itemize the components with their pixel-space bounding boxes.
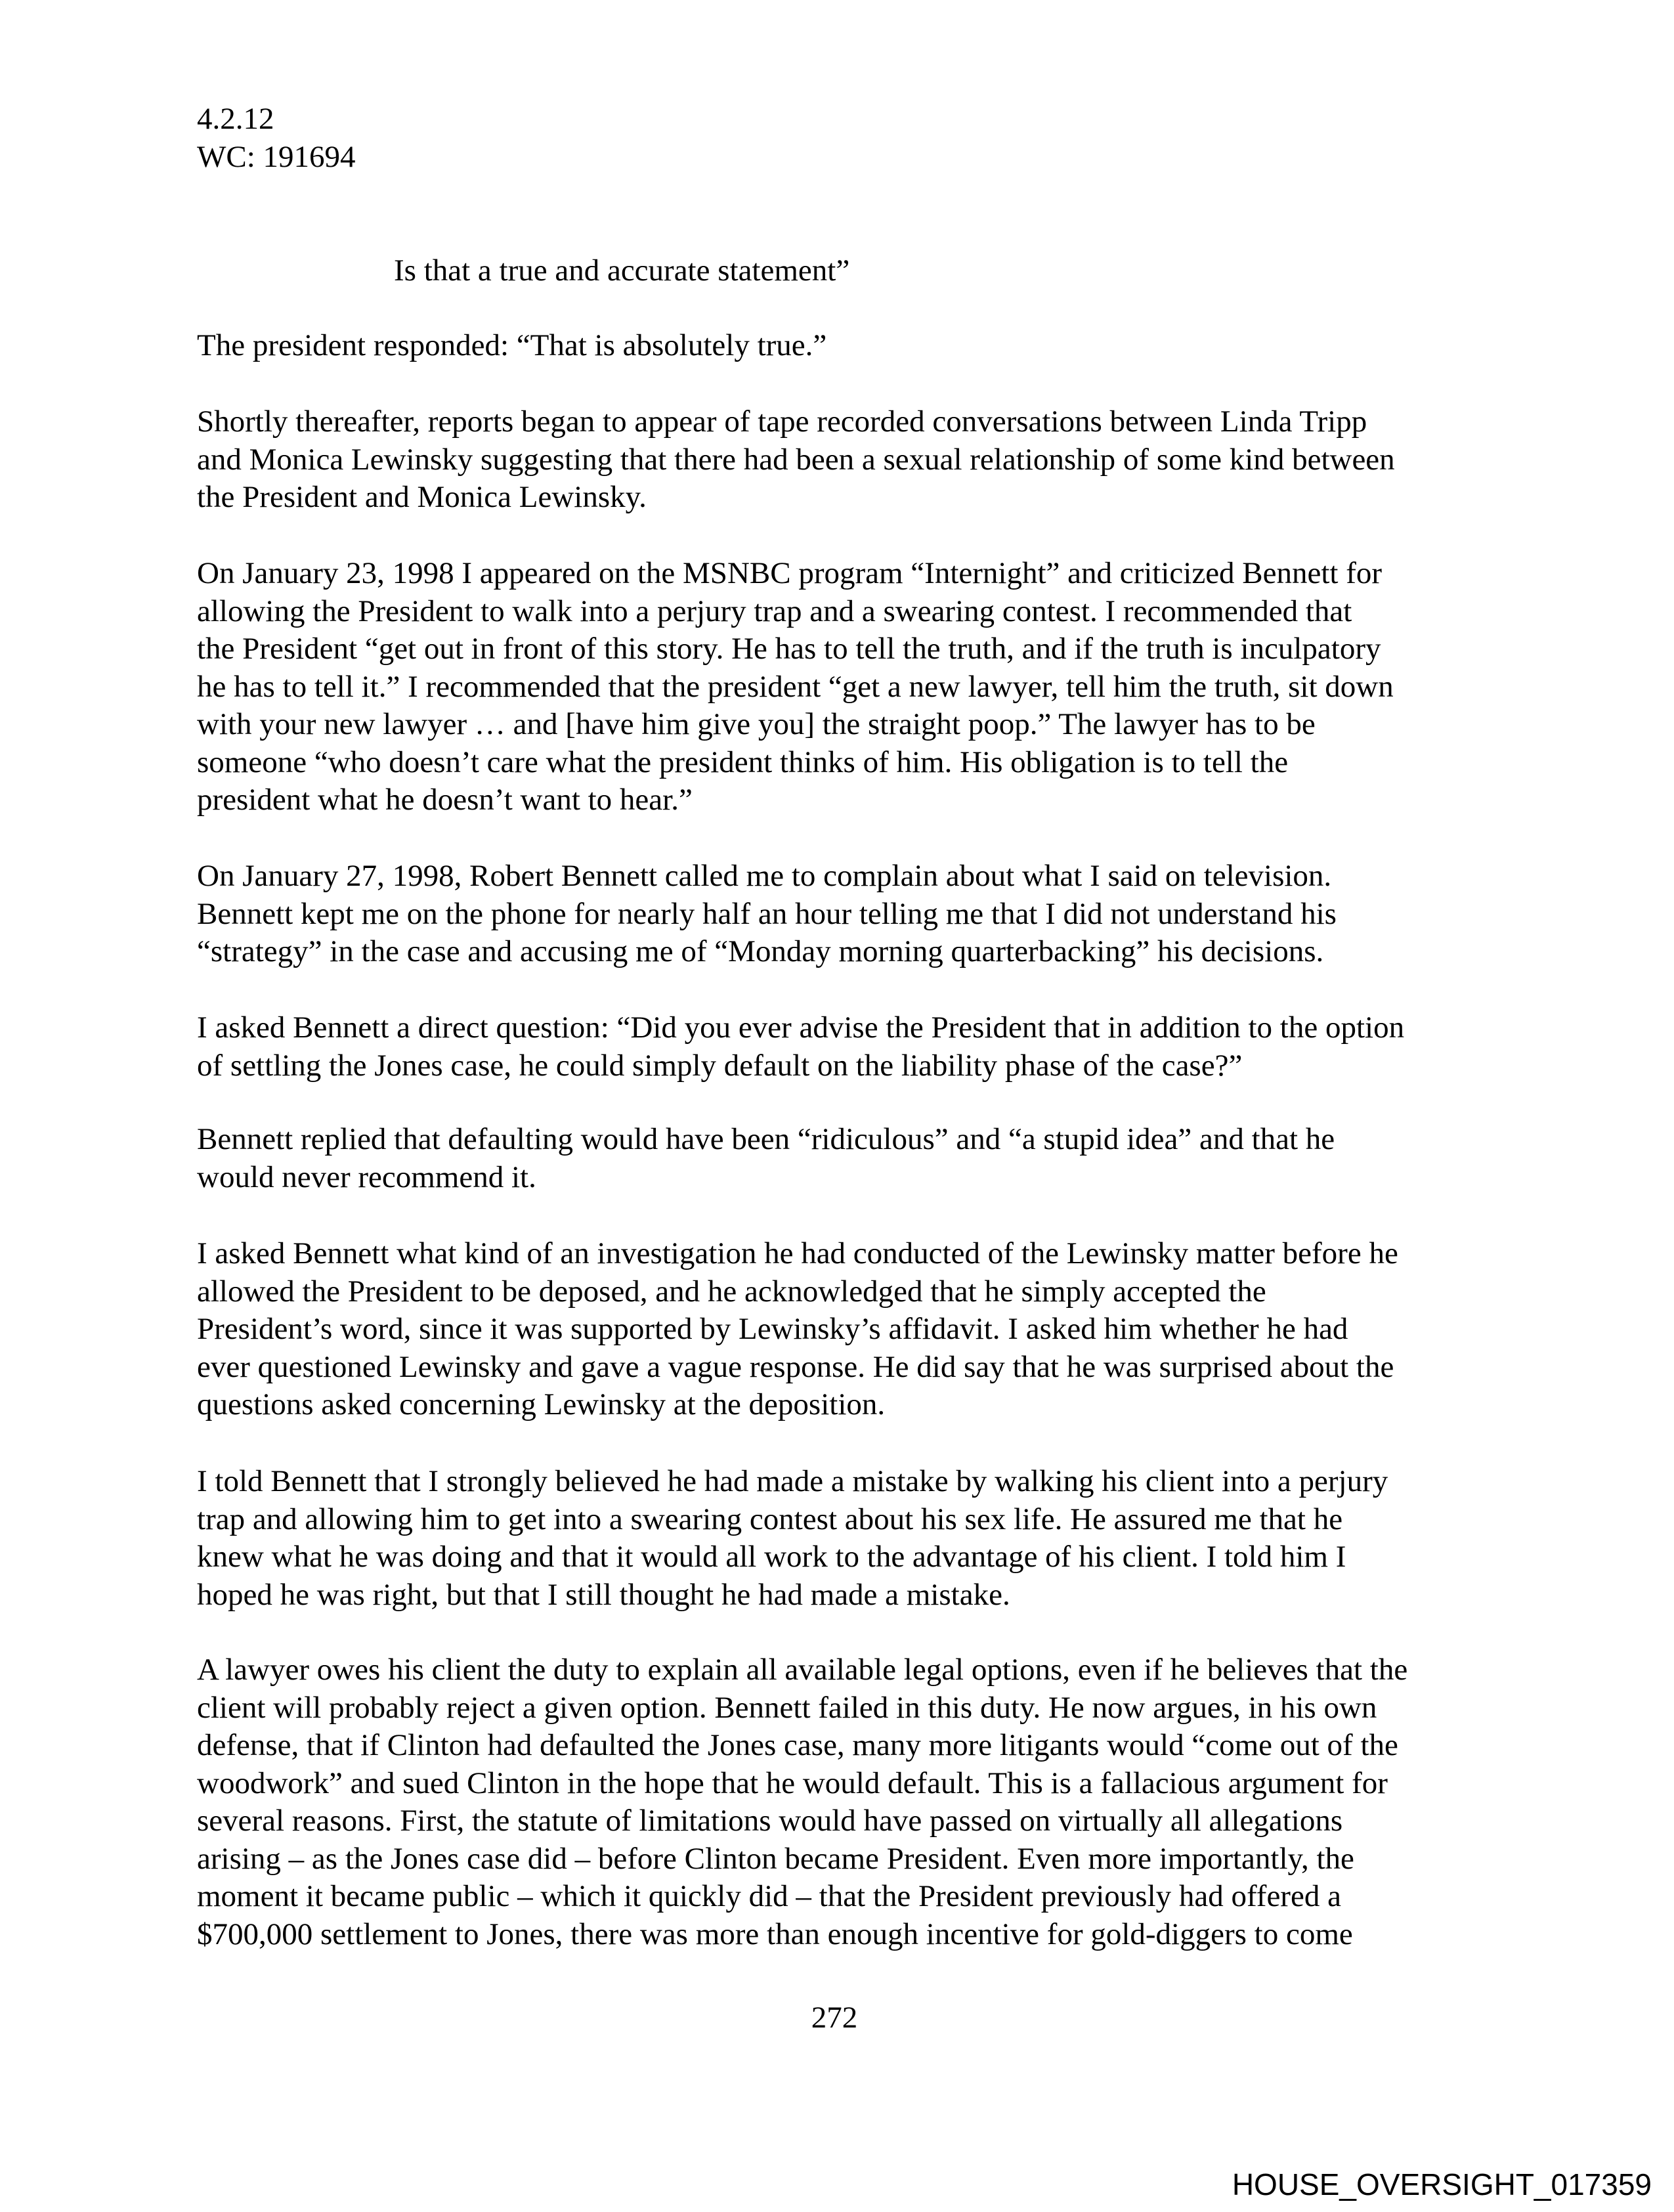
paragraph bbox=[197, 1009, 1404, 1085]
quote-line: Is that a true and accurate statement” bbox=[394, 253, 850, 288]
text-line: with your new lawyer … and [have him give you] the straight poop.” The lawyer has to be bbox=[197, 707, 1316, 741]
text-line: hoped he was right, but that I still thought he had made a mistake. bbox=[197, 1577, 1010, 1612]
text-line: President’s word, since it was supported by Lewinsky’s affidavit. I asked him whether he had bbox=[197, 1312, 1348, 1346]
text-line: client will probably reject a given option. Bennett failed in this duty. He now argues, in his own bbox=[197, 1690, 1377, 1725]
text-line: I told Bennett that I strongly believed he had made a mistake by walking his client into a perjury bbox=[197, 1464, 1388, 1498]
header-word-count: WC: 191694 bbox=[197, 139, 356, 174]
paragraph bbox=[197, 1463, 1388, 1614]
page-number: 272 bbox=[811, 2001, 858, 2035]
text-line: several reasons. First, the statute of limitations would have passed on virtually all allegations bbox=[197, 1804, 1343, 1838]
text-line: “strategy” in the case and accusing me of “Monday morning quarterbacking” his decisions. bbox=[197, 934, 1324, 968]
text-line: knew what he was doing and that it would all work to the advantage of his client. I told him I bbox=[197, 1540, 1346, 1574]
text-line: I asked Bennett what kind of an investigation he had conducted of the Lewinsky matter before he bbox=[197, 1236, 1398, 1270]
text-line: questions asked concerning Lewinsky at the deposition. bbox=[197, 1387, 886, 1421]
text-line: the President and Monica Lewinsky. bbox=[197, 480, 647, 514]
text-line: On January 23, 1998 I appeared on the MSNBC program “Internight” and criticized Bennett for bbox=[197, 556, 1383, 590]
text-line: arising – as the Jones case did – before Clinton became President. Even more importantly, the bbox=[197, 1841, 1354, 1876]
text-line: moment it became public – which it quickly did – that the President previously had offered a bbox=[197, 1879, 1341, 1913]
text-line: of settling the Jones case, he could simply default on the liability phase of the case?” bbox=[197, 1048, 1243, 1083]
text-line: the President “get out in front of this story. He has to tell the truth, and if the truth is inculpatory bbox=[197, 632, 1381, 666]
text-line: allowing the President to walk into a perjury trap and a swearing contest. I recommended that bbox=[197, 594, 1352, 628]
text-line: trap and allowing him to get into a swearing contest about his sex life. He assured me that he bbox=[197, 1502, 1343, 1536]
text-line: $700,000 settlement to Jones, there was more than enough incentive for gold-diggers to come bbox=[197, 1917, 1353, 1951]
paragraph bbox=[197, 1651, 1407, 1953]
text-line: and Monica Lewinsky suggesting that there had been a sexual relationship of some kind between bbox=[197, 442, 1395, 477]
text-line: A lawyer owes his client the duty to explain all available legal options, even if he believes that the bbox=[197, 1653, 1408, 1687]
header-date: 4.2.12 bbox=[197, 102, 274, 136]
text-line: Shortly thereafter, reports began to appear of tape recorded conversations between Linda Tripp bbox=[197, 404, 1367, 439]
text-line: The president responded: “That is absolutely true.” bbox=[197, 328, 827, 362]
paragraph bbox=[197, 857, 1337, 971]
paragraph bbox=[197, 555, 1394, 819]
text-line: ever questioned Lewinsky and gave a vague response. He did say that he was surprised about the bbox=[197, 1349, 1394, 1384]
paragraph bbox=[197, 327, 826, 365]
paragraph bbox=[197, 1235, 1398, 1424]
text-line: I asked Bennett a direct question: “Did you ever advise the President that in addition to the option bbox=[197, 1010, 1405, 1045]
text-line: Bennett replied that defaulting would have been “ridiculous” and “a stupid idea” and that he bbox=[197, 1122, 1335, 1156]
text-line: Bennett kept me on the phone for nearly half an hour telling me that I did not understand his bbox=[197, 896, 1337, 931]
text-line: allowed the President to be deposed, and he acknowledged that he simply accepted the bbox=[197, 1274, 1266, 1309]
paragraph bbox=[197, 403, 1395, 517]
text-line: someone “who doesn’t care what the president thinks of him. His obligation is to tell the bbox=[197, 745, 1289, 779]
document-header bbox=[197, 100, 356, 176]
paragraph bbox=[197, 1121, 1335, 1196]
text-line: On January 27, 1998, Robert Bennett called me to complain about what I said on television. bbox=[197, 859, 1332, 893]
text-line: would never recommend it. bbox=[197, 1160, 536, 1194]
text-line: president what he doesn’t want to hear.” bbox=[197, 783, 693, 817]
bates-number: HOUSE_OVERSIGHT_017359 bbox=[1232, 2167, 1652, 2201]
text-line: woodwork” and sued Clinton in the hope that he would default. This is a fallacious argument for bbox=[197, 1766, 1388, 1800]
text-line: he has to tell it.” I recommended that the president “get a new lawyer, tell him the truth, sit down bbox=[197, 669, 1394, 704]
text-line: defense, that if Clinton had defaulted the Jones case, many more litigants would “come out of the bbox=[197, 1728, 1398, 1762]
